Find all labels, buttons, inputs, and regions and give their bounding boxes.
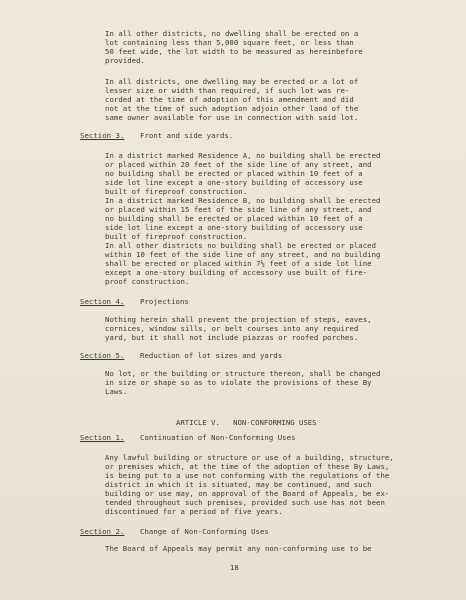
section-5-line: Laws. bbox=[105, 387, 128, 396]
section-3-line: In a district marked Residence B, no building shall be erected bbox=[105, 196, 381, 205]
article-section-1-line: discontinued for a period of five years. bbox=[105, 507, 283, 516]
section-3-line: built of fireproof construction. bbox=[105, 232, 248, 241]
section-3-line: In all other districts no building shall be erected or placed bbox=[105, 241, 377, 250]
section-3-label: Section 3. bbox=[80, 131, 125, 140]
section-5-title: Reduction of lot sizes and yards bbox=[140, 351, 283, 360]
section-3-line: side lot line except a one-story building of accessory use bbox=[105, 223, 363, 232]
page-number: 18 bbox=[230, 563, 239, 572]
section-5-line: in size or shape so as to violate the provisions of these By bbox=[105, 378, 372, 387]
article-section-1-line: or premises which, at the time of the adoption of these By Laws, bbox=[105, 462, 390, 471]
article-section-1-line: district in which it is situated, may be continued, and such bbox=[105, 480, 372, 489]
article-section-1-title: Continuation of Non-Conforming Uses bbox=[140, 433, 296, 442]
article-section-1-line: building or use may, on approval of the Board of Appeals, be ex- bbox=[105, 489, 390, 498]
all-districts-line: In all districts, one dwelling may be erected or a lot of bbox=[105, 77, 359, 86]
article-section-1-line: Any lawful building or structure or use of a building, structure, bbox=[105, 453, 394, 462]
article-section-1-line: is being put to a use not conforming with the regulations of the bbox=[105, 471, 390, 480]
other-districts-line: 50 feet wide, the lot width to be measured as hereinbefore bbox=[105, 47, 363, 56]
article-section-1-label: Section 1. bbox=[80, 433, 125, 442]
all-districts-line: same owner available for use in connection with said lot. bbox=[105, 113, 359, 122]
section-4-line: cornices, window sills, or belt courses into any required bbox=[105, 324, 359, 333]
section-3-title: Front and side yards. bbox=[140, 131, 234, 140]
section-3-line: shall be erected or placed within 7½ feet of a side lot line bbox=[105, 259, 372, 268]
section-4-line: Nothing herein shall prevent the projection of steps, eaves, bbox=[105, 315, 372, 324]
section-5-line: No lot, or the building or structure thereon, shall be changed bbox=[105, 369, 381, 378]
section-3-line: proof construction. bbox=[105, 277, 190, 286]
section-4-line: yard, but it shall not include piazzas or roofed porches. bbox=[105, 333, 359, 342]
article-section-2-title: Change of Non-Conforming Uses bbox=[140, 527, 269, 536]
article-heading: ARTICLE V. NON-CONFORMING USES bbox=[176, 418, 317, 427]
section-3-line: except a one-story building of accessory use built of fire- bbox=[105, 268, 368, 277]
section-3-line: In a district marked Residence A, no building shall be erected bbox=[105, 151, 381, 160]
section-4-title: Projections bbox=[140, 297, 189, 306]
article-section-2-label: Section 2. bbox=[80, 527, 125, 536]
other-districts-line: lot containing less than 5,000 square feet, or less than bbox=[105, 38, 354, 47]
all-districts-line: lesser size or width than required, if such lot was re- bbox=[105, 86, 350, 95]
article-section-2-line: The Board of Appeals may permit any non-conforming use to be bbox=[105, 544, 372, 553]
section-3-line: no building shall be erected or placed within 10 feet of a bbox=[105, 169, 363, 178]
section-3-line: side lot line except a one-story building of accessory use bbox=[105, 178, 363, 187]
section-3-line: no building shall be erected or placed within 10 feet of a bbox=[105, 214, 363, 223]
section-3-line: built of fireproof construction. bbox=[105, 187, 248, 196]
all-districts-line: corded at the time of adoption of this amendment and did bbox=[105, 95, 354, 104]
other-districts-line: provided. bbox=[105, 56, 145, 65]
section-3-line: or placed within 15 feet of the side line of any street, and bbox=[105, 205, 372, 214]
section-3-line: or placed within 20 feet of the side line of any street, and bbox=[105, 160, 372, 169]
all-districts-line: not at the time of such adoption adjoin other land of the bbox=[105, 104, 359, 113]
section-5-label: Section 5. bbox=[80, 351, 125, 360]
section-3-line: within 10 feet of the side line of any street, and no building bbox=[105, 250, 381, 259]
section-4-label: Section 4. bbox=[80, 297, 125, 306]
article-section-1-line: tended throughout such premises, provided such use has not been bbox=[105, 498, 385, 507]
other-districts-line: In all other districts, no dwelling shall be erected on a bbox=[105, 29, 359, 38]
